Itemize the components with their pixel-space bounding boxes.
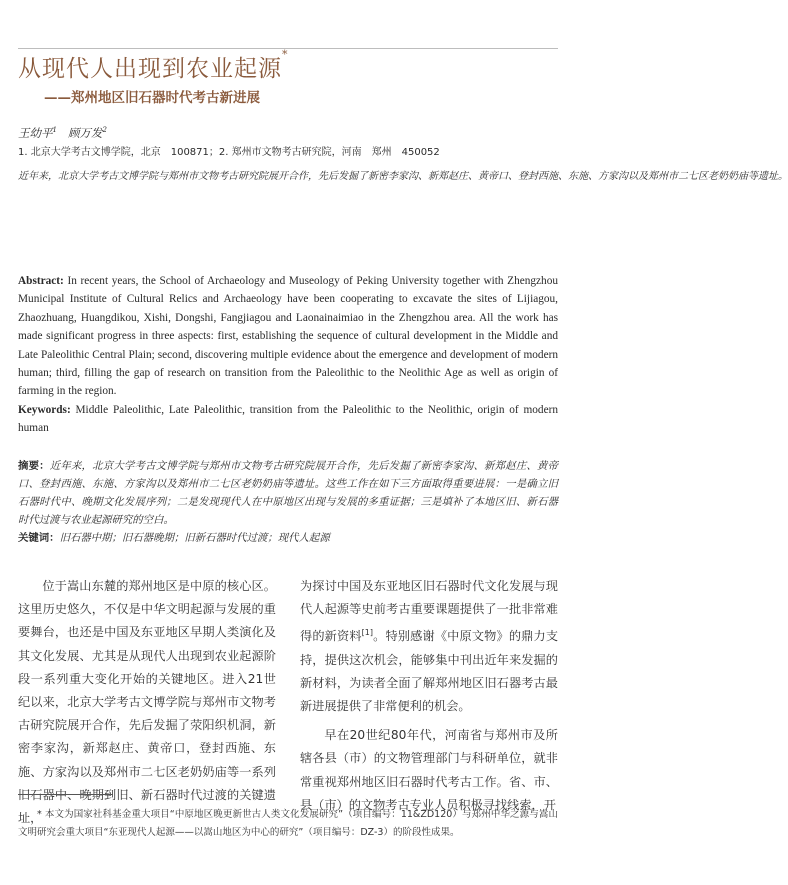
keywords-cn-text: 旧石器中期；旧石器晚期；旧新石器时代过渡；现代人起源 (59, 532, 330, 544)
abstract-cn-paragraph (18, 457, 558, 529)
article-title (18, 50, 289, 83)
abstract-cn-text: 近年来，北京大学考古文博学院与郑州市文物考古研究院展开合作，先后发掘了新密李家沟、新郑赵庄、黄帝口、登封西施、东施、方家沟以及郑州市二七区老奶奶庙等遗址。这些工作在如下三方面取得重要进展：一是确立旧石器时代中、晚期文化发展序列；二是发现现代人在中原地区出现与发展的多重证据；三是填补了本地区旧、新石器时代过渡与农业起源研究的空白。 (18, 460, 558, 526)
author-line (18, 125, 107, 141)
abstract-cn-label: 摘要： (18, 460, 50, 472)
abstract-en-text: In recent years, the School of Archaeology and Museology of Peking University together with Zhengzhou Municipal Institute of Cultural Relics and Archaeology have been cooperating to excavate the sites of Lijiagou, Zhaozhuang, Huangdikou, Xishi, Dongshi, Fangjiagou and Laonainaimiao in the Zhengzhou area. All the work has made significant progress in three aspects: first, establishing the sequence of cultural development in the Middle and Late Paleolithic Central Plain; second, discovering multiple evidence about the emergence and development of modern human; third, filling the gap of research on transition from the Paleolithic to the Neolithic Age as well as origin of farming in the region. (18, 275, 558, 398)
body-paragraph (300, 575, 558, 718)
abstract-en-label: Abstract (18, 275, 61, 287)
author-1-sup: 1 (52, 126, 57, 135)
title-text: 从现代人出现到农业起源 (18, 56, 282, 82)
body-paragraph: 早在20世纪80年代，河南省与郑州市及所辖各县（市）的文物管理部门与科研单位，就非常重视郑州地区旧石器时代考古工作。省、市、县（市）的文物考古专业人员积极寻找线索，开 (300, 728, 558, 812)
author-2: 顾万发 (67, 126, 103, 140)
keywords-cn-label: 关键词： (18, 532, 60, 544)
author-1: 王幼平 (18, 126, 53, 140)
body-column-left (18, 575, 276, 826)
abstract-en-paragraph: Abstract: In recent years, the School of Archaeology and Museology of Peking University together with Zhengzhou Municipal Institute of Cultural Relics and Archaeology have been cooperating to excavate the sites of Lijiagou, Zhaozhuang, Huangdikou, Xishi, Dongshi, Fangjiagou and Laonainaimiao in the Zhengzhou area. All the work has made significant progress in three aspects: first, establishing the sequence of cultural development in the Middle and Late Paleolithic Central Plain; second, discovering multiple evidence about the emergence and development of modern human; third, filling the gap of research on transition from the Paleolithic to the Neolithic Age as well as origin of farming in the region. (18, 275, 558, 398)
body-paragraph: 位于嵩山东麓的郑州地区是中原的核心区。这里历史悠久，不仅是中华文明起源与发展的重要舞台，也还是中国及东亚地区早期人类演化及其文化发展、尤其是从现代人出现到农业起源阶段一系列重大变化开始的关键地区。进入21世纪以来，北京大学考古文博学院与郑州市文物考古研究院展开合作，先后发掘了荥阳织机洞，新密李家沟，新郑赵庄、黄帝口，登封西施、东施、方家沟以及郑州市二七区老奶奶庙等一系列旧石器中、晚期到旧、新石器时代过渡的关键遗址， (18, 579, 276, 826)
article-subtitle: ——郑州地区旧石器时代考古新进展 (44, 90, 260, 106)
footnote-rule (18, 794, 113, 795)
keywords-en-paragraph: Keywords: Middle Paleolithic, Late Paleolithic, transition from the Paleolithic to the Neolithic, origin of modern human (18, 403, 558, 435)
english-abstract (18, 272, 558, 438)
keywords-en-text: Middle Paleolithic, Late Paleolithic, transition from the Paleolithic to the Neolithic, origin of modern human (18, 403, 558, 435)
body-text: 为探讨中国及东亚地区旧石器时代文化发展与现代人起源等史前考古重要课题提供了一批非常难得的新资料 (300, 579, 558, 644)
affiliations: 1. 北京大学考古文博学院，北京 100871；2. 郑州市文物考古研究院，河南 郑州 450052 (18, 147, 440, 158)
body-column-right (300, 575, 559, 812)
chinese-abstract (18, 457, 558, 547)
keywords-cn-paragraph (18, 529, 558, 547)
title-footnote-mark: * (282, 48, 289, 61)
citation-ref[interactable]: [1] (361, 628, 374, 638)
keywords-en-label: Keywords (18, 403, 67, 416)
intro-line: 近年来，北京大学考古文博学院与郑州市文物考古研究院展开合作，先后发掘了新密李家沟、新郑赵庄、黄帝口、登封西施、东施、方家沟以及郑州市二七区老奶奶庙等遗址。 (18, 171, 788, 182)
author-2-sup: 2 (102, 126, 107, 135)
footnote (18, 806, 558, 842)
body-text: 。特别感谢《中原文物》的鼎力支持，提供这次机会，能够集中刊出近年来发掘的新材料，为读者全面了解郑州地区旧石器考古最新进展提供了非常便利的机会。 (300, 629, 559, 714)
footnote-text: * 本文为国家社科基金重大项目“中原地区晚更新世古人类文化发展研究”（项目编号：11&ZD120）与郑州中华之源与嵩山文明研究会重大项目“东亚现代人起源——以嵩山地区为中心的研究”（项目编号：DZ-3）的阶段性成果。 (18, 809, 558, 838)
